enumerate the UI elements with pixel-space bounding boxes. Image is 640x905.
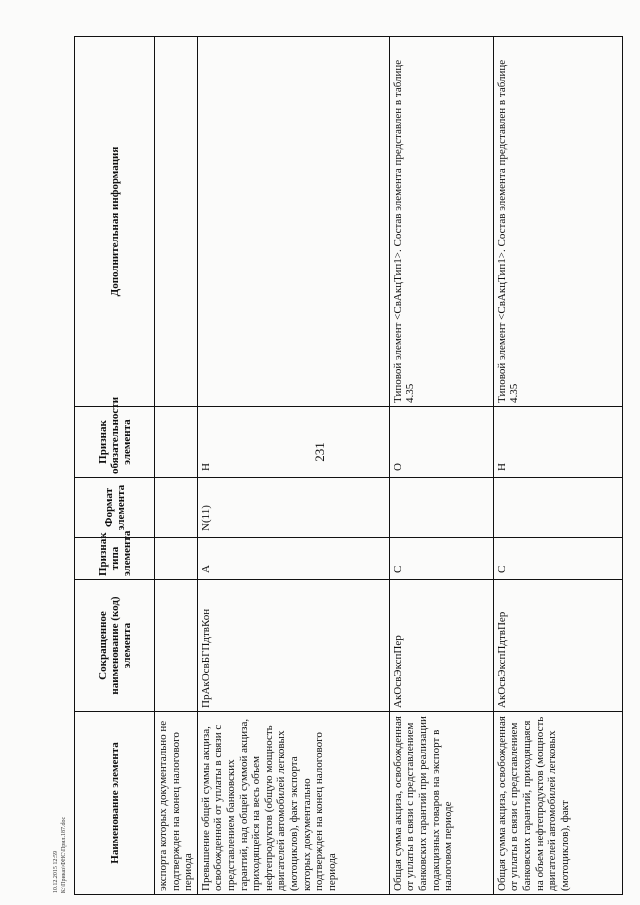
cell-type bbox=[155, 538, 198, 580]
cell-code: АкОсвЭкспПер bbox=[389, 580, 493, 712]
page-number: 231 bbox=[312, 442, 327, 462]
cell-additional bbox=[155, 37, 198, 407]
cell-format bbox=[493, 478, 622, 538]
header-additional: Дополнительная информация bbox=[75, 37, 155, 407]
cell-name: Общая сумма акциза, освобожденная от уплаты в связи с представлением банковских гарантий при реализации подакцизных товаров на экспорт в налоговом периоде bbox=[389, 712, 493, 895]
header-required: Признак обязательности элемента bbox=[75, 407, 155, 478]
cell-format bbox=[155, 478, 198, 538]
cell-required: О bbox=[389, 407, 493, 478]
header-row bbox=[75, 37, 155, 895]
header-name: Наименование элемента bbox=[75, 712, 155, 895]
cell-additional bbox=[197, 37, 389, 407]
cell-code bbox=[155, 580, 198, 712]
file-stamp bbox=[52, 817, 68, 893]
cell-required: Н bbox=[197, 407, 389, 478]
rotated-table bbox=[74, 37, 623, 895]
cell-code: ПрАкОсвБГПдтвКон bbox=[197, 580, 389, 712]
cell-required: Н bbox=[493, 407, 622, 478]
cell-type: А bbox=[197, 538, 389, 580]
stamp-date: 10.12.2015 12:59 bbox=[53, 851, 59, 894]
cell-name: Общая сумма акциза, освобожденная от уплаты в связи с представлением банковских гарантий, приходящаяся на объем нефтепродуктов (мощность двигателей автомобилей легковых (мотоциклов), факт bbox=[493, 712, 622, 895]
header-type: Признак типа элемента bbox=[75, 538, 155, 580]
cell-format bbox=[389, 478, 493, 538]
cell-additional: Типовой элемент <СвАкцТип1>. Состав элемента представлен в таблице 4.35 bbox=[493, 37, 622, 407]
cell-format: N(11) bbox=[197, 478, 389, 538]
cell-code: АкОсвЭкспПдтвПер bbox=[493, 580, 622, 712]
cell-required bbox=[155, 407, 198, 478]
cell-name: Превышение общей суммы акциза, освобожденной от уплаты в связи с представлением банковских гарантий, над общей суммой акциза, приходящейся на весь объем нефтепродуктов (общую мощность двигателей автомобилей легковых (мотоциклов), факт экспорта которых документально подтвержден на конец налогового периода bbox=[197, 712, 389, 895]
header-format: Формат элемента bbox=[75, 478, 155, 538]
elements-table bbox=[74, 36, 623, 895]
table-row bbox=[197, 37, 389, 895]
table-row bbox=[493, 37, 622, 895]
cell-additional: Типовой элемент <СвАкцТип1>. Состав элемента представлен в таблице 4.35 bbox=[389, 37, 493, 407]
cell-type: С bbox=[389, 538, 493, 580]
header-code: Сокращенное наименование (код) элемента bbox=[75, 580, 155, 712]
table-container bbox=[74, 37, 623, 895]
table-row bbox=[155, 37, 198, 895]
cell-type: С bbox=[493, 538, 622, 580]
cell-name: экспорта которых документально не подтвержден на конец налогового периода bbox=[155, 712, 198, 895]
stamp-path: К:\Приказ\ФНС\Прил.187.doc bbox=[61, 816, 67, 894]
table-row bbox=[389, 37, 493, 895]
